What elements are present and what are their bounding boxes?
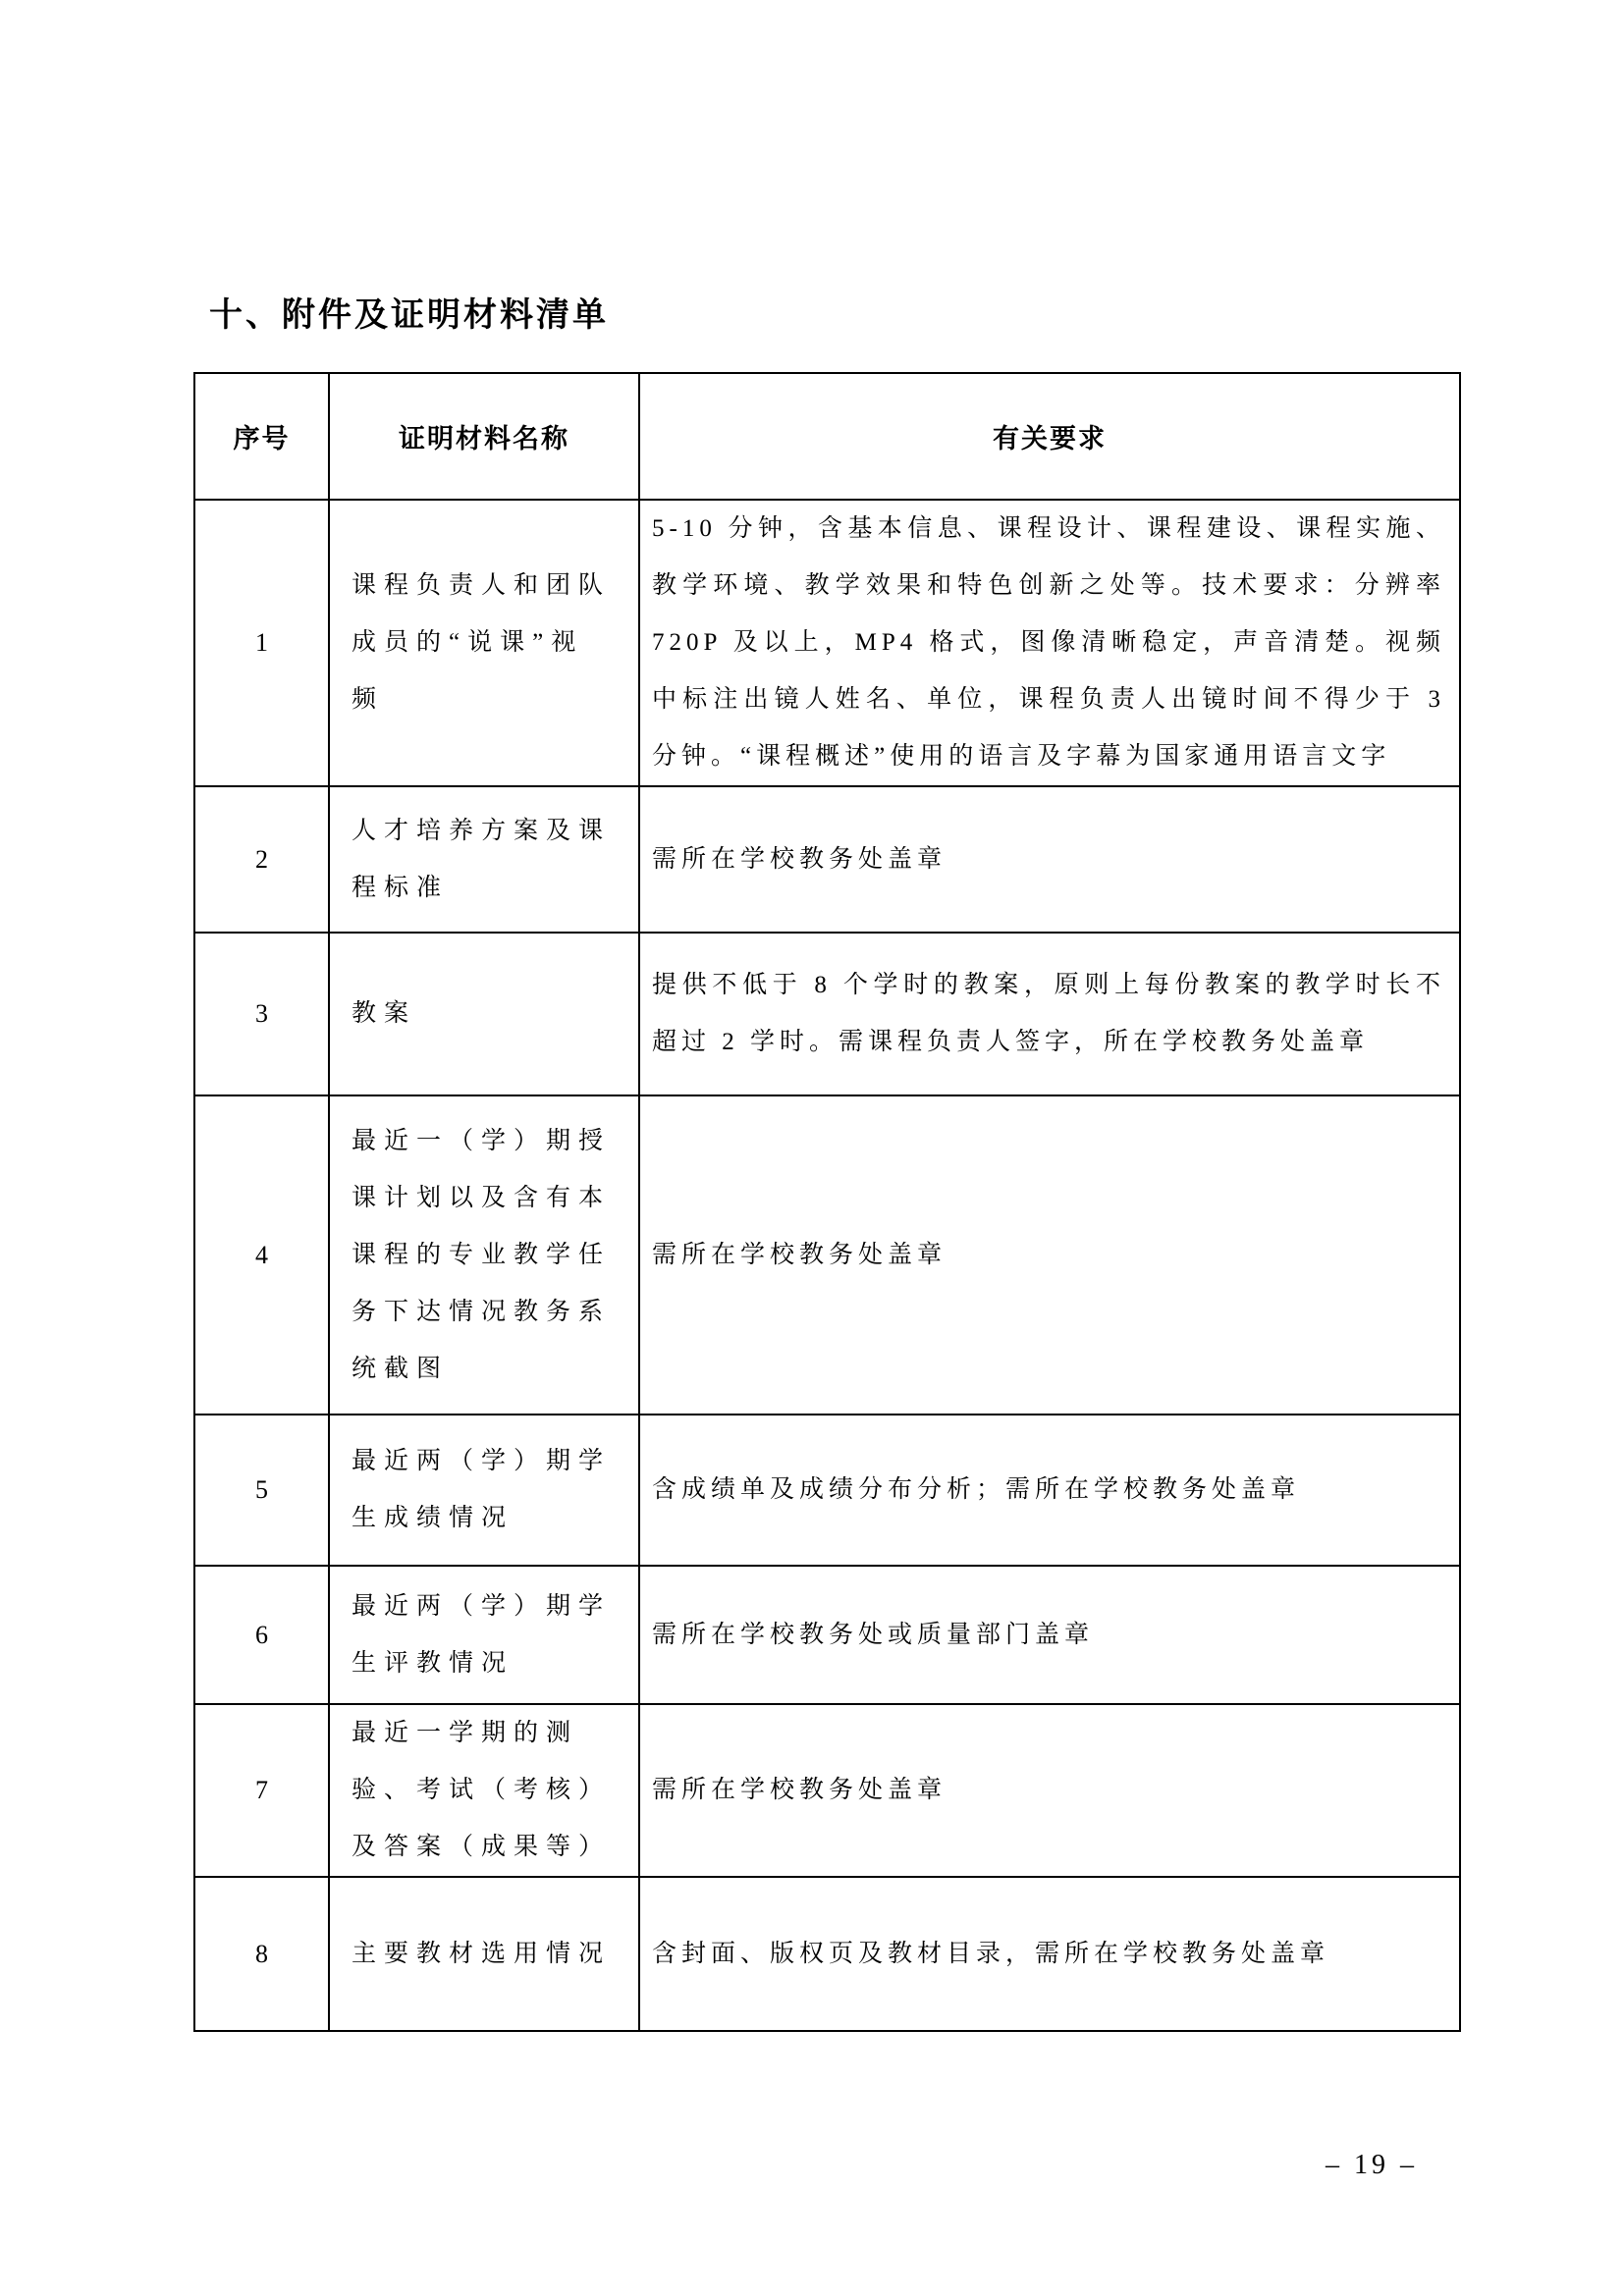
section-title: 十、附件及证明材料清单 — [209, 296, 609, 334]
cell-requirement: 含成绩单及成绩分布分析；需所在学校教务处盖章 — [639, 1415, 1460, 1566]
cell-material-name: 最近两（学）期学生成绩情况 — [329, 1415, 639, 1566]
cell-requirement: 5-10 分钟，含基本信息、课程设计、课程建设、课程实施、教学环境、教学效果和特色创新之处等。技术要求：分辨率 720P 及以上，MP4 格式，图像清晰稳定，声音清楚。视频中标注出镜人姓名、单位，课程负责人出镜时间不得少于 3 分钟。“课程概述”使用的语言及字幕为国家通用语言文字 — [639, 500, 1460, 786]
cell-serial: 3 — [194, 933, 329, 1095]
table-row — [194, 1095, 1460, 1415]
column-header-num: 序号 — [194, 373, 329, 500]
cell-material-name: 最近一（学）期授课计划以及含有本课程的专业教学任务下达情况教务系统截图 — [329, 1095, 639, 1415]
column-header-requirement: 有关要求 — [639, 373, 1460, 500]
cell-serial: 5 — [194, 1415, 329, 1566]
cell-requirement: 需所在学校教务处盖章 — [639, 1095, 1460, 1415]
cell-serial: 6 — [194, 1566, 329, 1704]
table-row — [194, 1877, 1460, 2031]
table-row — [194, 1704, 1460, 1877]
cell-requirement: 需所在学校教务处盖章 — [639, 1704, 1460, 1877]
cell-requirement: 需所在学校教务处盖章 — [639, 786, 1460, 933]
cell-requirement: 提供不低于 8 个学时的教案，原则上每份教案的教学时长不超过 2 学时。需课程负责人签字，所在学校教务处盖章 — [639, 933, 1460, 1095]
table-row — [194, 786, 1460, 933]
cell-serial: 8 — [194, 1877, 329, 2031]
cell-serial: 4 — [194, 1095, 329, 1415]
cell-serial: 1 — [194, 500, 329, 786]
table-row — [194, 1415, 1460, 1566]
cell-requirement: 需所在学校教务处或质量部门盖章 — [639, 1566, 1460, 1704]
cell-serial: 7 — [194, 1704, 329, 1877]
table-row — [194, 933, 1460, 1095]
table-row — [194, 1566, 1460, 1704]
cell-material-name: 最近一学期的测验、考试（考核）及答案（成果等） — [329, 1704, 639, 1877]
cell-material-name: 教案 — [329, 933, 639, 1095]
cell-material-name: 人才培养方案及课程标准 — [329, 786, 639, 933]
column-header-name: 证明材料名称 — [329, 373, 639, 500]
cell-serial: 2 — [194, 786, 329, 933]
cell-material-name: 课程负责人和团队成员的“说课”视频 — [329, 500, 639, 786]
page-number: – 19 – — [1326, 2150, 1418, 2180]
cell-requirement: 含封面、版权页及教材目录，需所在学校教务处盖章 — [639, 1877, 1460, 2031]
table-header-row — [194, 373, 1460, 500]
cell-material-name: 主要教材选用情况 — [329, 1877, 639, 2031]
table-row — [194, 500, 1460, 786]
materials-table — [193, 372, 1461, 2032]
cell-material-name: 最近两（学）期学生评教情况 — [329, 1566, 639, 1704]
